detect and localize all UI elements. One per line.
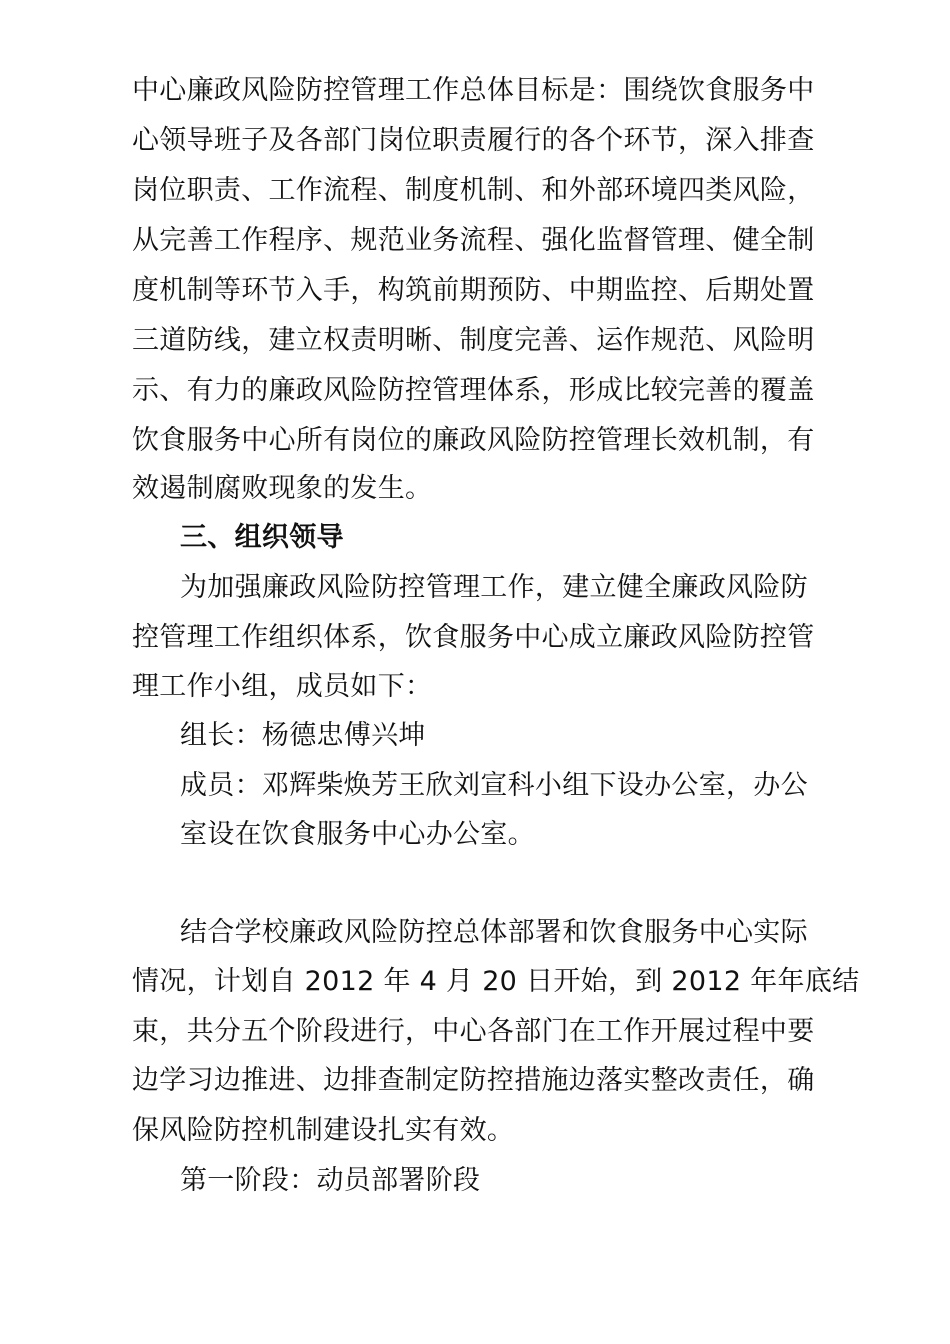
goal-line-4: 从完善工作程序、规范业务流程、强化监督管理、健全制: [132, 225, 815, 256]
section-heading: 三、组织领导: [180, 522, 344, 553]
plan-line-2: 情况，计划自 2012 年 4 月 20 日开始，到 2012 年年底结: [132, 966, 860, 997]
goal-line-5: 度机制等环节入手，构筑前期预防、中期监控、后期处置: [132, 275, 815, 306]
goal-line-6: 三道防线，建立权责明晰、制度完善、运作规范、风险明: [132, 325, 815, 356]
phase-one-heading: 第一阶段：动员部署阶段: [180, 1165, 481, 1196]
goal-line-9: 效遏制腐败现象的发生。: [132, 473, 433, 504]
goal-line-3: 岗位职责、工作流程、制度机制、和外部环境四类风险，: [132, 175, 815, 206]
plan-line-3: 束，共分五个阶段进行，中心各部门在工作开展过程中要: [132, 1016, 815, 1047]
goal-line-1: 中心廉政风险防控管理工作总体目标是：围绕饮食服务中: [132, 75, 815, 106]
goal-line-8: 饮食服务中心所有岗位的廉政风险防控管理长效机制，有: [132, 425, 815, 456]
plan-line-5: 保风险防控机制建设扎实有效。: [132, 1115, 515, 1146]
plan-line-4: 边学习边推进、边排查制定防控措施边落实整改责任，确: [132, 1065, 815, 1096]
org-line-1: 为加强廉政风险防控管理工作，建立健全廉政风险防: [180, 572, 808, 603]
org-line-3: 理工作小组，成员如下：: [132, 671, 433, 702]
leader-line: 组长：杨德忠傅兴坤: [180, 720, 426, 751]
org-line-2: 控管理工作组织体系，饮食服务中心成立廉政风险防控管: [132, 622, 815, 653]
plan-line-1: 结合学校廉政风险防控总体部署和饮食服务中心实际: [180, 917, 808, 948]
goal-line-7: 示、有力的廉政风险防控管理体系，形成比较完善的覆盖: [132, 375, 815, 406]
members-line-2: 室设在饮食服务中心办公室。: [180, 819, 535, 850]
members-line-1: 成员：邓辉柴焕芳王欣刘宣科小组下设办公室，办公: [180, 770, 808, 801]
goal-line-2: 心领导班子及各部门岗位职责履行的各个环节，深入排查: [132, 125, 815, 156]
